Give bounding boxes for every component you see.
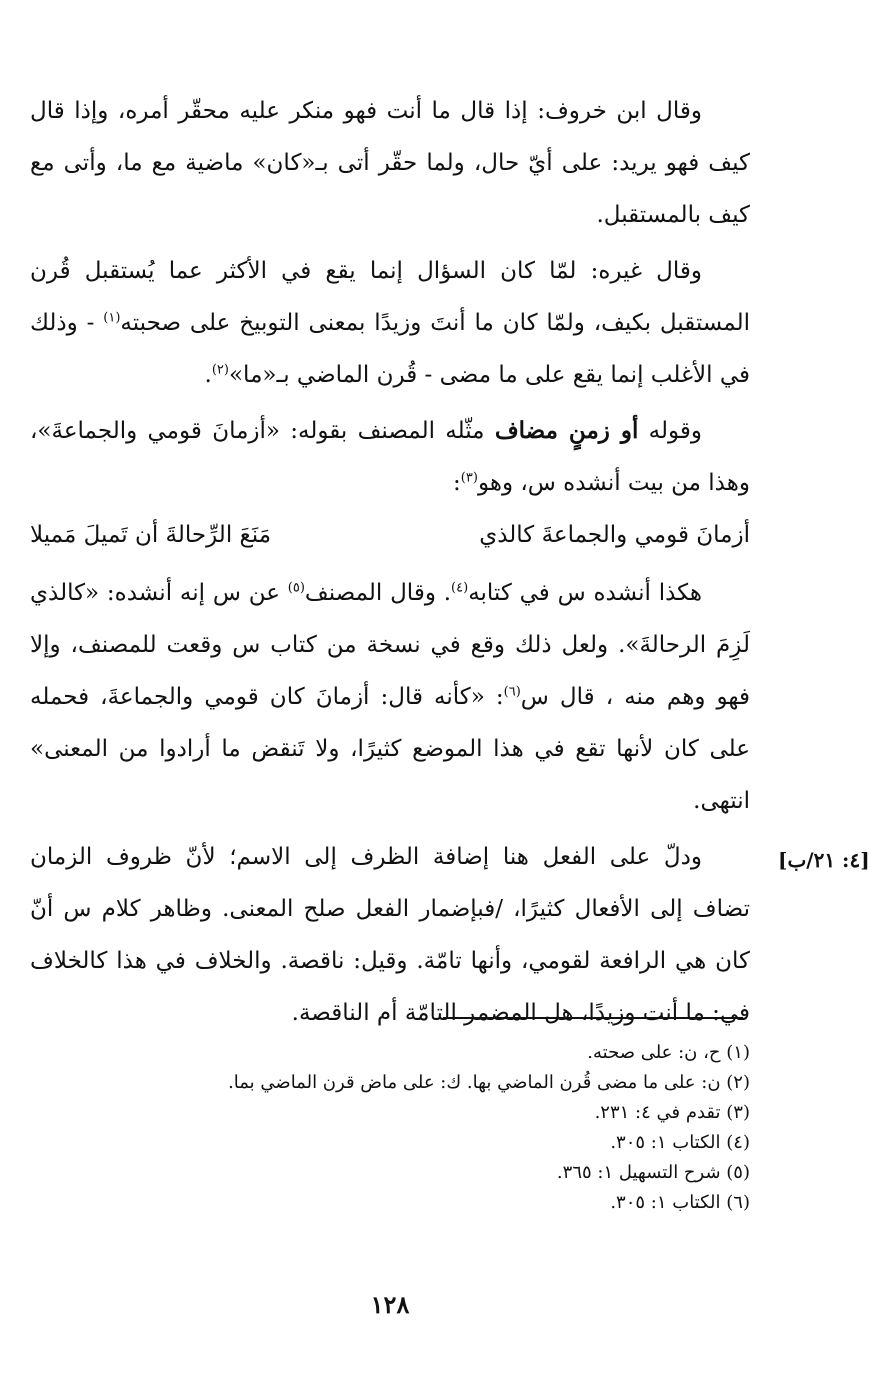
footnote-ref-3: (٣) [460, 470, 478, 486]
footnote-ref-6: (٦) [503, 684, 521, 700]
paragraph-5-text: ودلّ على الفعل هنا إضافة الظرف إلى الاسم؛ لأنّ ظروف الزمان تضاف إلى الأفعال كثيرًا، /فبإضمار الفعل صلح المعنى. وظاهر كلام س أنّ كان هي الرافعة لقومي، وأنها تامّة. وقيل: ناقصة. والخلاف في هذا كالخلاف في: ما أنت وزيدًا، هل المضمر التامّة أم الناقصة. [30, 844, 750, 1026]
footnote-5: (٥) شرح التسهيل ١: ٣٦٥. [556, 1162, 750, 1183]
paragraph-1 [30, 85, 750, 241]
footnote-divider [443, 1017, 743, 1019]
footnote-ref-2: (٢) [211, 362, 229, 378]
footnote-3: (٣) تقدم في ٤: ٢٣١. [594, 1102, 750, 1123]
paragraph-2-text-a: وقال غيره: لمّا كان السؤال إنما يقع في الأكثر عما يُستقبل قُرن المستقبل بكيف، ولمّا كان ما أنتَ وزيدًا بمعنى التوبيخ على صحبته [30, 258, 750, 336]
paragraph-3-bold-term: أو زمنٍ مضاف [494, 417, 639, 444]
manuscript-folio-marker: [٤: ٢١/ب] [778, 848, 870, 872]
footnote-1: (١) ح، ن: على صحته. [587, 1042, 750, 1063]
footnote-ref-4: (٤) [451, 580, 469, 596]
poetry-verse [30, 509, 750, 561]
paragraph-3 [30, 405, 750, 509]
paragraph-4-text-d: : «كأنه قال: أزمانَ كان قومي والجماعةَ، فحمله على كان لأنها تقع في هذا الموضع كثيرًا، ولا تَنقض ما أرادوا من المعنى» انتهى. [30, 684, 750, 814]
footnote-6: (٦) الكتاب ١: ٣٠٥. [610, 1192, 750, 1213]
page-number: ١٢٨ [370, 1290, 410, 1319]
paragraph-2-text-c: . [204, 362, 212, 388]
verse-hemistich-left: مَنَعَ الرِّحالةَ أن تَميلَ مَميلا [30, 522, 272, 548]
paragraph-5 [30, 831, 750, 1039]
footnote-2: (٢) ن: على ما مضى قُرن الماضي بها. ك: على ماض قرن الماضي بما. [228, 1072, 750, 1093]
paragraph-4-text-c: عن س إنه أنشده: «كالذي لَزِمَ الرحالةَ». ولعل ذلك وقع في نسخة من كتاب س وقعت للمصنف، وإلا فهو وهم منه ، قال س [30, 580, 750, 710]
paragraph-3-text-b: مثّله المصنف بقوله: «أزمانَ قومي والجماعةَ»، وهذا من بيت أنشده س، وهو [30, 418, 750, 496]
footnote-4: (٤) الكتاب ١: ٣٠٥. [610, 1132, 750, 1153]
paragraph-3-text-a: وقوله [638, 418, 703, 444]
paragraph-3-text-c: : [453, 470, 461, 496]
verse-hemistich-right: أزمانَ قومي والجماعةَ كالذي [479, 522, 750, 548]
main-text [30, 85, 750, 1039]
footnote-ref-1: (١) [103, 310, 121, 326]
footnote-ref-5: (٥) [287, 580, 305, 596]
paragraph-4-text-b: . وقال المصنف [304, 580, 452, 606]
paragraph-1-text: وقال ابن خروف: إذا قال ما أنت فهو منكر عليه محقّر أمره، وإذا قال كيف فهو يريد: على أيّ حال، ولما حقّر أتى بـ«كان» ماضية مع ما، وأتى مع كيف بالمستقبل. [30, 98, 750, 228]
paragraph-4 [30, 567, 750, 827]
paragraph-4-text-a: هكذا أنشده س في كتابه [468, 580, 703, 606]
paragraph-2 [30, 245, 750, 401]
paragraph-2-text-b: - وذلك في الأغلب إنما يقع على ما مضى - قُرن الماضي بـ«ما» [30, 310, 750, 388]
footnotes [180, 1038, 750, 1218]
